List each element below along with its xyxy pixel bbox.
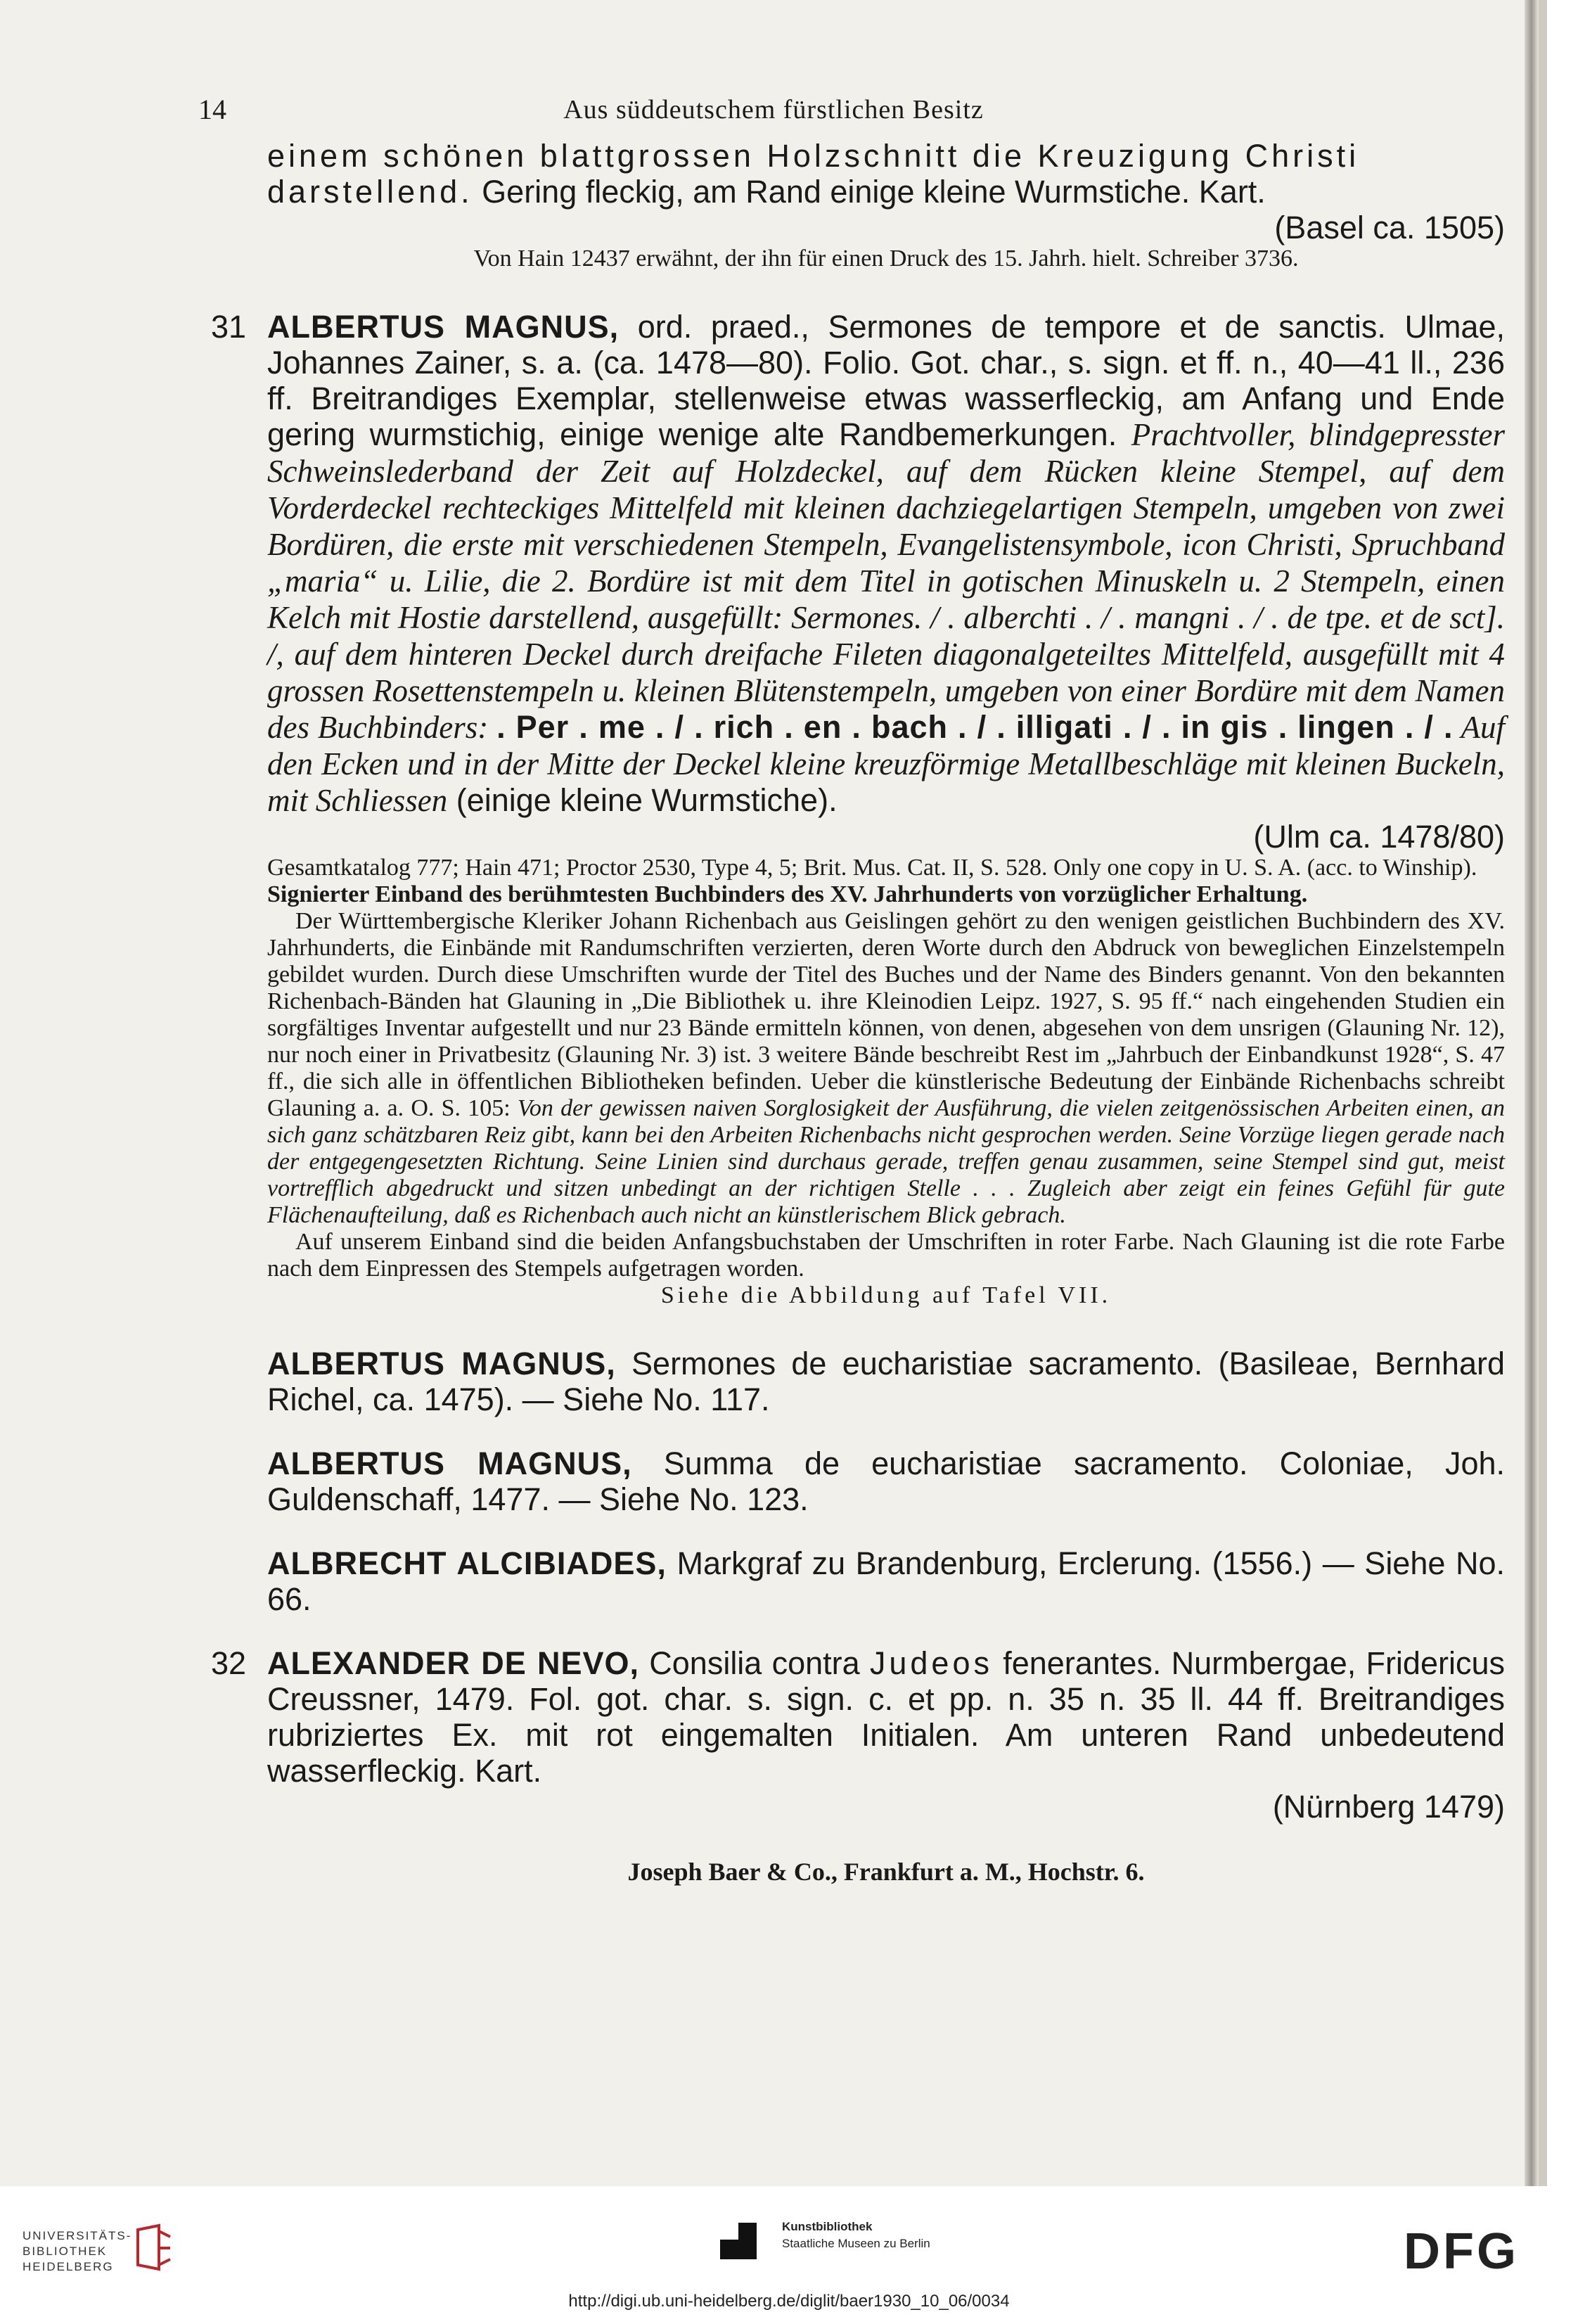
- permalink-url[interactable]: http://digi.ub.uni-heidelberg.de/diglit/baer1930_10_06/0034: [568, 2292, 1010, 2311]
- entry-31-refs: Gesamtkatalog 777; Hain 471; Proctor 2530, Type 4, 5; Brit. Mus. Cat. II, S. 528. Only one copy in U. S. A. (acc. to Winship).: [267, 855, 1477, 881]
- entry-31-commentary-2: Auf unserem Einband sind die beiden Anfangsbuchstaben der Umschriften in roter Farbe. Nach Glauning ist die rote Farbe nach dem Einpressen des Stempels aufgetragen worden.: [267, 1229, 1505, 1282]
- page-edge-shadow: [1525, 0, 1539, 2186]
- entry-32: [211, 1645, 1505, 1825]
- running-head: Aus süddeutschem fürstlichen Besitz: [563, 95, 984, 124]
- entry-number: 32: [211, 1645, 247, 1681]
- kunstbibliothek-logo-icon: [717, 2220, 759, 2262]
- dfg-logo: DFG: [1404, 2223, 1519, 2280]
- entry-31-place: (Ulm ca. 1478/80): [1253, 819, 1505, 855]
- entry-author: ALEXANDER DE NEVO,: [267, 1645, 640, 1681]
- carry-line-1: einem schönen blattgrossen Holzschnitt die Kreuzigung Christi: [267, 138, 1360, 174]
- entry-author: ALBERTUS MAGNUS,: [267, 309, 620, 345]
- entry-31-see-plate: Siehe die Abbildung auf Tafel VII.: [660, 1282, 1112, 1308]
- binder-inscription: . Per . me . / . rich . en . bach . / . illigati . / . in gis . lingen . / .: [496, 709, 1454, 745]
- entry-31-bold-note: Signierter Einband des berühmtesten Buchbinders des XV. Jahrhunderts von vorzüglicher Erhaltung.: [267, 881, 1308, 907]
- entry-31: [211, 309, 1505, 1309]
- cross-reference-1: ALBERTUS MAGNUS, Sermones de eucharistiae sacramento. (Basileae, Bernhard Richel, ca. 1475). — Siehe No. 117.: [267, 1346, 1505, 1417]
- page-number: 14: [198, 94, 226, 125]
- carry-note: Von Hain 12437 erwähnt, der ihn für einen Druck des 15. Jahrh. hielt. Schreiber 3736.: [473, 245, 1299, 272]
- page-header: [0, 90, 1519, 132]
- entry-number: 31: [211, 309, 247, 345]
- digitization-footer: [0, 2186, 1578, 2324]
- carry-line-2: darstellend. Gering fleckig, am Rand einige kleine Wurmstiche. Kart.: [267, 174, 1266, 210]
- entry-31-body: ALBERTUS MAGNUS, ord. praed., Sermones de tempore et de sanctis. Ulmae, Johannes Zainer, s. a. (ca. 1478—80). Folio. Got. char., s. sign. et ff. n., 40—41 ll., 236 ff. Breitrandiges Exemplar, stellenweise etwas wasserfleckig, am Anfang und Ende gering wurmstichig, einige wenige alte Randbemerkungen. Prachtvoller, blindgepresster Schweinslederband der Zeit auf Holzdeckel, auf dem Rücken kleine Stempel, auf dem Vorderdeckel rechteckiges Mittelfeld mit kleinen dachziegelartigen Stempeln, umgeben von zwei Bordüren, die erste mit verschiedenen Stempeln, Evangelistensymbole, icon Christi, Spruchband „maria“ u. Lilie, die 2. Bordüre ist mit dem Titel in gotischen Minuskeln u. 2 Stempeln, einen Kelch mit Hostie darstellend, ausgefüllt: Sermones. / . alberchti . / . mangni . / . de tpe. et de sct]. /, auf dem hinteren Deckel durch dreifache Fileten diagonalgeteiltes Mittelfeld, ausgefüllt mit 4 grossen Rosettenstempeln u. kleinen Blütenstempeln, umgeben von einer Bordüre mit dem Namen des Buchbinders: . Per . me . / . rich . en . bach . / . illigati . / . in gis . lingen . / . Auf den Ecken und in der Mitte der Deckel kleine kreuzförmige Metallbeschläge mit kleinen Buckeln, mit Schliessen (einige kleine Wurmstiche).: [267, 309, 1505, 818]
- kunstbibliothek-label: Kunstbibliothek Staatliche Museen zu Berlin: [782, 2220, 930, 2250]
- catalog-content: [211, 138, 1506, 1912]
- cross-reference-2: ALBERTUS MAGNUS, Summa de eucharistiae sacramento. Coloniae, Joh. Guldenschaff, 1477. — Siehe No. 123.: [267, 1445, 1506, 1517]
- entry-32-place: (Nürnberg 1479): [1272, 1789, 1505, 1825]
- page-edge: [1539, 0, 1547, 2186]
- university-library-label: UNIVERSITÄTS- BIBLIOTHEK HEIDELBERG: [23, 2229, 132, 2273]
- entry-31-commentary: Der Württembergische Kleriker Johann Richenbach aus Geislingen gehört zu den wenigen geistlichen Buchbindern des XV. Jahrhunderts, die Einbände mit Randumschriften verzierten, deren Worte durch den Abdruck von beweglichen Einzelstempeln gebildet wurden. Durch diese Umschriften wurde der Titel des Buches und der Name des Binders genannt. Von den bekannten Richenbach-Bänden hat Glauning in „Die Bibliothek u. ihre Kleinodien Leipz. 1927, S. 95 ff.“ nach eingehenden Studien ein sorgfältiges Inventar aufgestellt und nur 23 Bände ermitteln können, von denen, abgesehen von dem unsrigen (Glauning Nr. 12), nur noch einer in Privatbesitz (Glauning Nr. 3) ist. 3 weitere Bände beschreibt Rest im „Jahrbuch der Einbandkunst 1928“, S. 47 ff., die sich alle in öffentlichen Bibliotheken befinden. Ueber die künstlerische Bedeutung der Einbände Richenbachs schreibt Glauning a. a. O. S. 105: Von der gewissen naiven Sorglosigkeit der Ausführung, die vielen zeitgenössischen Arbeiten einen, an sich ganz schätzbaren Reiz gibt, kann bei den Arbeiten Richenbachs nicht gesprochen werden. Seine Vorzüge liegen gerade nach der entgegengesetzten Richtung. Seine Linien sind durchaus gerade, treffen genau zusammen, seine Stempel sind gut, meist vortrefflich abgedruckt und sitzen unbedingt an der richtigen Stelle . . . Zugleich aber zeigt ein feines Gefühl für gute Flächenaufteilung, daß es Richenbach auch nicht an künstlerischem Blick gebrach.: [267, 908, 1505, 1228]
- publisher-footer: Joseph Baer & Co., Frankfurt a. M., Hochstr. 6.: [627, 1858, 1145, 1886]
- university-logo-icon: [131, 2223, 173, 2273]
- entry-32-body: ALEXANDER DE NEVO, Consilia contra Judeos fenerantes. Nurmbergae, Fridericus Creussner, 1479. Fol. got. char. s. sign. c. et pp. n. 35 n. 35 ll. 44 ff. Breitrandiges rubriziertes Ex. mit rot eingemalten Initialen. Am unteren Rand unbedeutend wasserfleckig. Kart.: [267, 1645, 1505, 1789]
- cross-reference-3: ALBRECHT ALCIBIADES, Markgraf zu Brandenburg, Erclerung. (1556.) — Siehe No. 66.: [267, 1545, 1505, 1617]
- carry-place: (Basel ca. 1505): [1274, 210, 1505, 245]
